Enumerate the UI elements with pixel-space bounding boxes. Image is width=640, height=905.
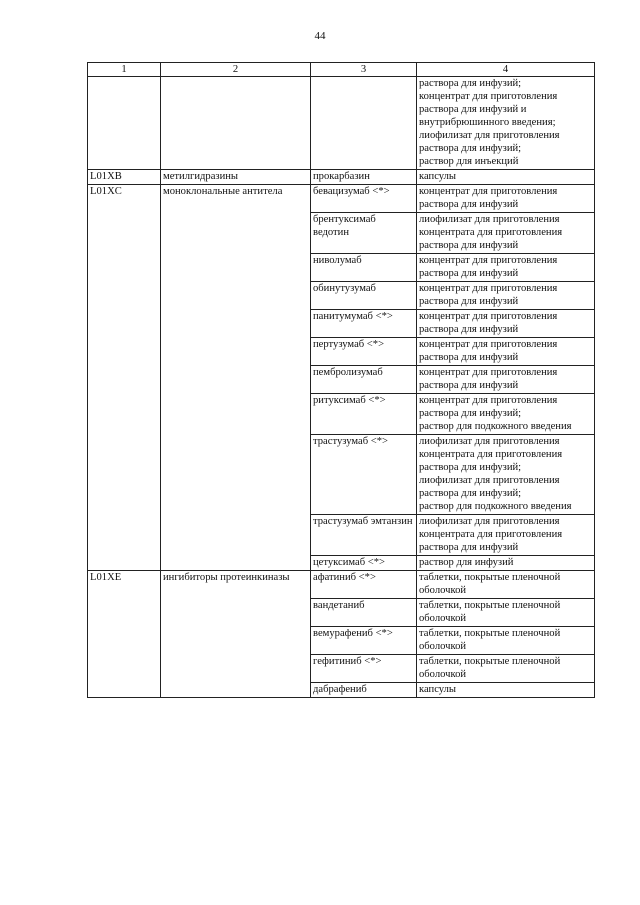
- dosage-forms-cell: [417, 571, 595, 599]
- drug-name-cell: пертузумаб <*>: [311, 338, 417, 366]
- dosage-form-text: концентрат для приготовления раствора для инфузий: [419, 367, 558, 391]
- drug-table: [87, 62, 595, 698]
- atc-code-cell: [88, 627, 161, 655]
- header-col-2: 2: [161, 63, 311, 77]
- dosage-form-text: концентрат для приготовления раствора для инфузий и внутрибрюшинного введения;: [419, 91, 558, 128]
- dosage-form-text: концентрат для приготовления раствора для инфузий: [419, 339, 558, 363]
- table-row: [88, 435, 595, 515]
- atc-code-cell: [88, 394, 161, 435]
- dosage-form-text: концентрат для приготовления раствора для инфузий: [419, 311, 558, 335]
- drug-name-cell: вемурафениб <*>: [311, 627, 417, 655]
- dosage-forms-cell: [417, 627, 595, 655]
- dosage-form-text: раствор для подкожного введения: [419, 421, 572, 432]
- drug-name-cell: обинутузумаб: [311, 282, 417, 310]
- table-row: [88, 655, 595, 683]
- dosage-form-text: концентрат для приготовления раствора для инфузий: [419, 255, 558, 279]
- dosage-forms-cell: [417, 515, 595, 556]
- table-body: [88, 77, 595, 698]
- dosage-form-text: концентрат для приготовления раствора для инфузий: [419, 283, 558, 307]
- pharmacological-group-cell: [161, 655, 311, 683]
- atc-code-cell: [88, 435, 161, 515]
- atc-code-cell: [88, 213, 161, 254]
- table-row: [88, 254, 595, 282]
- dosage-form-text: таблетки, покрытые пленочной оболочкой: [419, 572, 561, 596]
- dosage-forms-cell: [417, 655, 595, 683]
- dosage-forms-cell: [417, 435, 595, 515]
- drug-name-cell: афатиниб <*>: [311, 571, 417, 599]
- dosage-form-text: таблетки, покрытые пленочной оболочкой: [419, 628, 561, 652]
- pharmacological-group-cell: [161, 515, 311, 556]
- table-row: [88, 310, 595, 338]
- dosage-form-text: таблетки, покрытые пленочной оболочкой: [419, 600, 561, 624]
- dosage-form-text: лиофилизат для приготовления концентрата для приготовления раствора для инфузий;: [419, 436, 563, 473]
- pharmacological-group-cell: [161, 77, 311, 170]
- atc-code-cell: [88, 77, 161, 170]
- table-row: [88, 515, 595, 556]
- dosage-forms-cell: [417, 338, 595, 366]
- dosage-forms-cell: [417, 310, 595, 338]
- drug-name-cell: бевацизумаб <*>: [311, 185, 417, 213]
- drug-name-cell: пембролизумаб: [311, 366, 417, 394]
- drug-name-cell: ритуксимаб <*>: [311, 394, 417, 435]
- header-col-4: 4: [417, 63, 595, 77]
- dosage-form-text: раствор для инъекций: [419, 156, 519, 167]
- pharmacological-group-cell: [161, 627, 311, 655]
- header-row: [88, 63, 595, 77]
- dosage-forms-cell: [417, 394, 595, 435]
- table-row: [88, 185, 595, 213]
- dosage-form-text: капсулы: [419, 684, 457, 695]
- dosage-forms-cell: [417, 556, 595, 571]
- atc-code-cell: [88, 655, 161, 683]
- dosage-form-text: концентрат для приготовления раствора для инфузий: [419, 186, 558, 210]
- atc-code-cell: [88, 683, 161, 698]
- atc-code-cell: L01XC: [88, 185, 161, 213]
- dosage-form-text: раствора для инфузий;: [419, 78, 522, 89]
- dosage-form-text: таблетки, покрытые пленочной оболочкой: [419, 656, 561, 680]
- pharmacological-group-cell: [161, 254, 311, 282]
- drug-name-cell: гефитиниб <*>: [311, 655, 417, 683]
- dosage-form-text: лиофилизат для приготовления раствора для инфузий;: [419, 475, 560, 499]
- table-row: [88, 338, 595, 366]
- header-col-1: 1: [88, 63, 161, 77]
- table-row: [88, 627, 595, 655]
- table-row: [88, 599, 595, 627]
- pharmacological-group-cell: моноклональные антитела: [161, 185, 311, 213]
- pharmacological-group-cell: метилгидразины: [161, 170, 311, 185]
- pharmacological-group-cell: [161, 683, 311, 698]
- dosage-forms-cell: [417, 254, 595, 282]
- dosage-forms-cell: [417, 282, 595, 310]
- dosage-forms-cell: [417, 185, 595, 213]
- dosage-form-text: лиофилизат для приготовления концентрата для приготовления раствора для инфузий: [419, 214, 563, 251]
- dosage-form-text: капсулы: [419, 171, 457, 182]
- atc-code-cell: [88, 338, 161, 366]
- atc-code-cell: [88, 282, 161, 310]
- drug-name-cell: трастузумаб эмтанзин: [311, 515, 417, 556]
- table-row: [88, 170, 595, 185]
- table-row: [88, 571, 595, 599]
- header-col-3: 3: [311, 63, 417, 77]
- pharmacological-group-cell: [161, 599, 311, 627]
- pharmacological-group-cell: [161, 394, 311, 435]
- table-row: [88, 394, 595, 435]
- pharmacological-group-cell: [161, 366, 311, 394]
- dosage-form-text: раствор для инфузий: [419, 557, 514, 568]
- atc-code-cell: [88, 556, 161, 571]
- pharmacological-group-cell: [161, 435, 311, 515]
- drug-name-cell: цетуксимаб <*>: [311, 556, 417, 571]
- pharmacological-group-cell: [161, 282, 311, 310]
- dosage-forms-cell: [417, 170, 595, 185]
- drug-name-cell: трастузумаб <*>: [311, 435, 417, 515]
- dosage-form-text: концентрат для приготовления раствора для инфузий;: [419, 395, 558, 419]
- table-row: [88, 213, 595, 254]
- pharmacological-group-cell: [161, 310, 311, 338]
- drug-name-cell: вандетаниб: [311, 599, 417, 627]
- atc-code-cell: [88, 310, 161, 338]
- dosage-forms-cell: [417, 366, 595, 394]
- dosage-form-text: лиофилизат для приготовления раствора для инфузий;: [419, 130, 560, 154]
- atc-code-cell: L01XE: [88, 571, 161, 599]
- pharmacological-group-cell: [161, 338, 311, 366]
- table-row: [88, 366, 595, 394]
- dosage-forms-cell: [417, 683, 595, 698]
- drug-name-cell: панитумумаб <*>: [311, 310, 417, 338]
- atc-code-cell: [88, 515, 161, 556]
- page-number: 44: [314, 30, 326, 42]
- table-row: [88, 282, 595, 310]
- atc-code-cell: [88, 366, 161, 394]
- table-row: [88, 556, 595, 571]
- table-row: [88, 683, 595, 698]
- atc-code-cell: [88, 254, 161, 282]
- dosage-forms-cell: [417, 213, 595, 254]
- atc-code-cell: [88, 599, 161, 627]
- dosage-form-text: лиофилизат для приготовления концентрата для приготовления раствора для инфузий: [419, 516, 563, 553]
- atc-code-cell: L01XB: [88, 170, 161, 185]
- pharmacological-group-cell: ингибиторы протеинкиназы: [161, 571, 311, 599]
- dosage-forms-cell: [417, 77, 595, 170]
- pharmacological-group-cell: [161, 213, 311, 254]
- dosage-form-text: раствор для подкожного введения: [419, 501, 572, 512]
- drug-name-cell: [311, 77, 417, 170]
- dosage-forms-cell: [417, 599, 595, 627]
- table-row: [88, 77, 595, 170]
- pharmacological-group-cell: [161, 556, 311, 571]
- drug-name-cell: ниволумаб: [311, 254, 417, 282]
- drug-name-cell: прокарбазин: [311, 170, 417, 185]
- drug-name-cell: дабрафениб: [311, 683, 417, 698]
- drug-name-cell: брентуксимаб ведотин: [311, 213, 417, 254]
